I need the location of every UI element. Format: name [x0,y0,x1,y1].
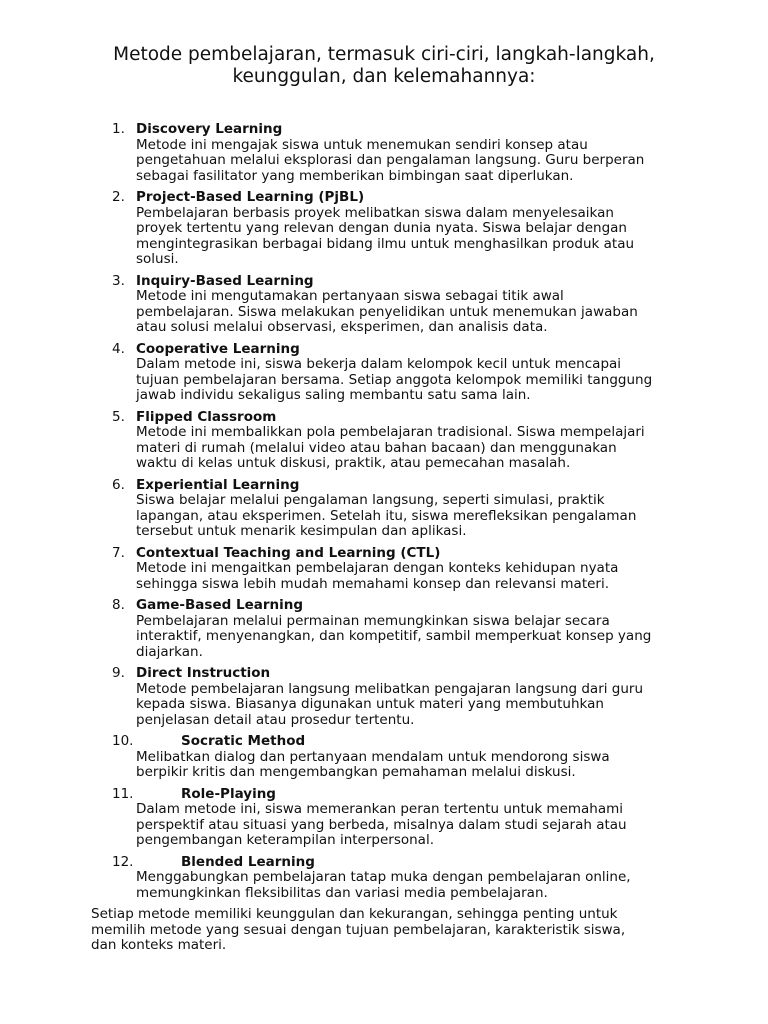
method-item [0,410,768,472]
description-line: Melibatkan dialog dan pertanyaan mendalam untuk mendorong siswa [136,748,610,765]
method-description [136,206,718,268]
description-line: kepada siswa. Biasanya digunakan untuk materi yang membutuhkan [136,696,604,712]
method-item [0,598,768,660]
description-line: Metode ini membalikkan pola pembelajaran tradisional. Siswa mempelajari [136,424,645,440]
method-description [136,138,718,185]
method-name: Inquiry-Based Learning [136,272,314,289]
description-line: sehingga siswa lebih mudah memahami konsep dan relevansi materi. [136,575,610,592]
closing-line: memilih metode yang sesuai dengan tujuan pembelajaran, karakteristik siswa, [91,921,626,938]
item-number: 5. [112,408,125,425]
description-line: mengintegrasikan berbagai bidang ilmu untuk menghasilkan produk atau [136,235,635,252]
method-description [136,425,718,472]
description-line: tersebut untuk menarik kesimpulan dan aplikasi. [136,523,467,539]
item-number: 1. [112,121,125,137]
description-line: pembelajaran. Siswa melakukan penyelidikan untuk menemukan jawaban [136,303,638,320]
description-line: Menggabungkan pembelajaran tatap muka dengan pembelajaran online, [136,869,631,885]
description-line: pengembangan keterampilan interpersonal. [136,832,434,848]
method-description [136,357,718,404]
description-line: Pembelajaran berbasis proyek melibatkan siswa dalam menyelesaikan [136,204,614,221]
description-line: Metode ini mengutamakan pertanyaan siswa sebagai titik awal [136,288,564,304]
method-name: Game-Based Learning [136,597,304,613]
method-description [136,802,718,849]
description-line: penjelasan detail atau prosedur tertentu. [136,711,415,728]
item-number: 9. [112,665,125,681]
title-line: keunggulan, dan kelemahannya: [232,66,536,87]
method-description [136,682,718,729]
method-item [0,546,768,593]
description-line: Pembelajaran melalui permainan memungkinkan siswa belajar secara [136,612,610,629]
description-line: tujuan pembelajaran bersama. Setiap anggota kelompok memiliki tanggung [136,371,653,388]
method-item [0,122,768,184]
description-line: Metode pembelajaran langsung melibatkan pengajaran langsung dari guru [136,680,644,697]
description-line: Metode ini mengaitkan pembelajaran dengan konteks kehidupan nyata [136,560,619,576]
method-name: Flipped Classroom [136,408,277,425]
title-line: Metode pembelajaran, termasuk ciri-ciri, langkah-langkah, [113,44,655,65]
description-line: diajarkan. [136,643,203,660]
method-item [0,666,768,728]
description-line: berpikir kritis dan mengembangkan pemahaman melalui diskusi. [136,764,576,780]
description-line: Dalam metode ini, siswa memerankan peran tertentu untuk memahami [136,801,624,817]
item-number: 12. [112,853,134,870]
method-item [0,190,768,268]
method-description [136,561,718,592]
method-name: Contextual Teaching and Learning (CTL) [136,544,441,561]
closing-line: dan konteks materi. [91,937,227,953]
method-description [136,750,718,781]
closing-line: Setiap metode memiliki keunggulan dan kekurangan, sehingga penting untuk [91,906,618,922]
method-name: Project-Based Learning (PjBL) [136,189,365,205]
description-line: Siswa belajar melalui pengalaman langsung, seperti simulasi, praktik [136,492,605,508]
method-description [136,289,718,336]
description-line: waktu di kelas untuk diskusi, praktik, atau pemecahan masalah. [136,455,571,471]
item-number: 7. [112,544,125,561]
item-number: 11. [112,785,134,802]
page-title [60,44,708,88]
description-line: interaktif, menyenangkan, dan kompetitif, sambil memperkuat konsep yang [136,628,652,644]
method-name: Socratic Method [181,733,306,749]
method-description [136,493,718,540]
item-number: 6. [112,476,125,493]
description-line: materi di rumah (melalui video atau bahan bacaan) dan menggunakan [136,439,617,456]
method-name: Direct Instruction [136,665,271,681]
description-line: memungkinkan fleksibilitas dan variasi media pembelajaran. [136,884,548,901]
method-name: Cooperative Learning [136,340,300,357]
method-description [136,614,718,661]
description-line: jawab individu sekaligus saling membantu satu sama lain. [136,387,531,403]
closing-paragraph [91,907,625,954]
item-number: 8. [112,597,125,613]
description-line: solusi. [136,251,179,267]
description-line: atau solusi melalui observasi, eksperimen, dan analisis data. [136,319,548,335]
description-line: Dalam metode ini, siswa bekerja dalam kelompok kecil untuk mencapai [136,356,622,372]
method-name: Role-Playing [181,785,276,802]
method-name: Discovery Learning [136,121,283,137]
description-line: Metode ini mengajak siswa untuk menemukan sendiri konsep atau [136,136,588,153]
description-line: sebagai fasilitator yang memberikan bimbingan saat diperlukan. [136,167,574,184]
method-item [0,787,768,849]
method-item [0,855,768,902]
item-number: 3. [112,272,125,289]
description-line: proyek tertentu yang relevan dengan dunia nyata. Siswa belajar dengan [136,220,627,236]
description-line: perspektif atau situasi yang berbeda, misalnya dalam studi sejarah atau [136,816,627,833]
description-line: pengetahuan melalui eksplorasi dan pengalaman langsung. Guru berperan [136,152,645,168]
item-number: 2. [112,189,125,205]
method-name: Blended Learning [181,853,315,870]
method-name: Experiential Learning [136,476,300,493]
method-item [0,274,768,336]
method-item [0,342,768,404]
description-line: lapangan, atau eksperimen. Setelah itu, siswa merefleksikan pengalaman [136,507,637,524]
method-item [0,478,768,540]
item-number: 4. [112,340,125,357]
method-list [0,122,768,907]
item-number: 10. [112,733,134,749]
method-description [136,870,718,901]
method-item [0,734,768,781]
